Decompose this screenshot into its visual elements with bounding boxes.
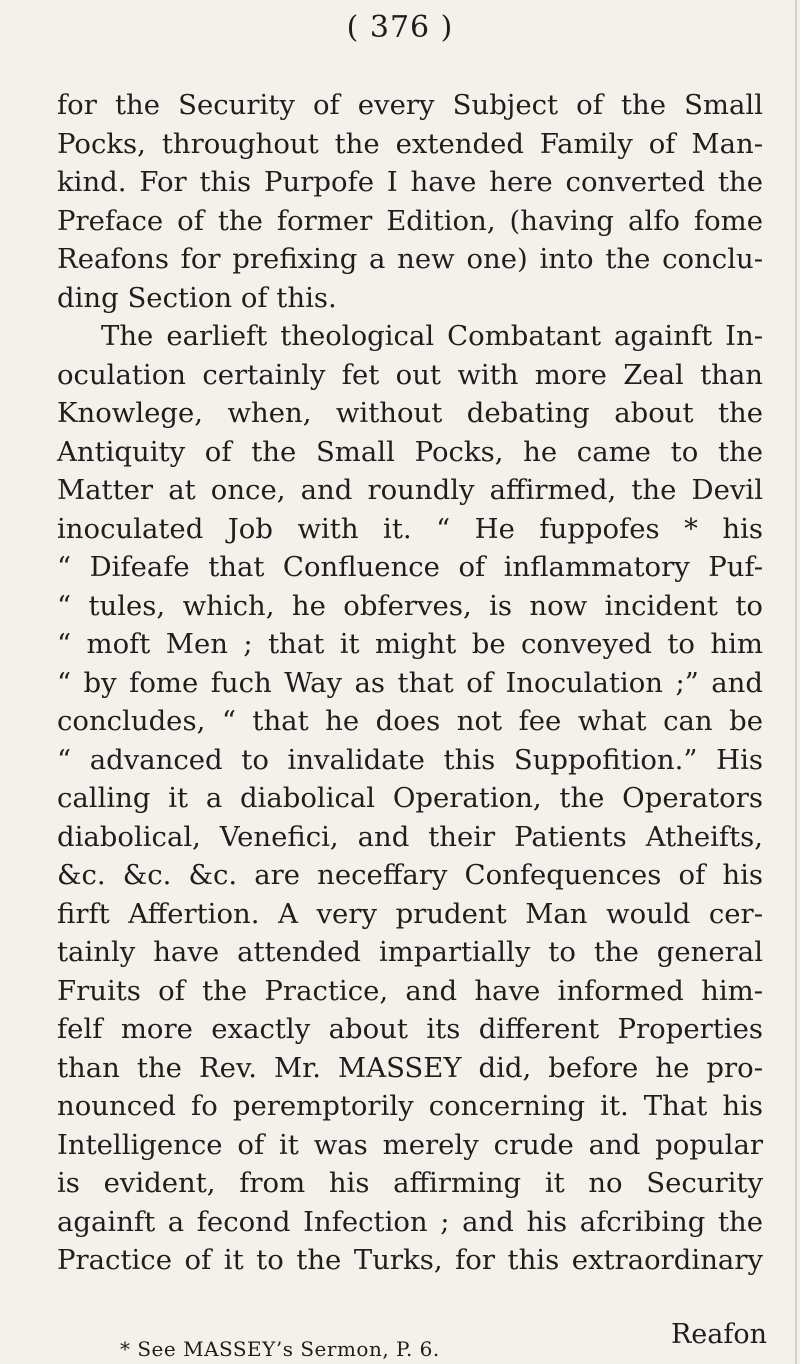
body-text bbox=[57, 86, 763, 1280]
text-line: ding Section of this. bbox=[57, 281, 337, 314]
text-line: The earlieft theological Combatant againft In- bbox=[101, 320, 763, 352]
text-line: inoculated Job with it. “ He fuppofes * his bbox=[57, 512, 763, 545]
text-line: felf more exactly about its different Properties bbox=[57, 1013, 763, 1045]
text-line: “ advanced to invalidate this Suppofition.” His bbox=[57, 743, 763, 776]
text-line: oculation certainly fet out with more Zeal than bbox=[57, 358, 763, 391]
text-line: Fruits of the Practice, and have informed him- bbox=[57, 974, 763, 1007]
page-number: ( 376 ) bbox=[346, 10, 454, 45]
text-line: firft Affertion. A very prudent Man would cer- bbox=[57, 897, 763, 930]
text-line: tainly have attended impartially to the general bbox=[57, 936, 763, 968]
footnote: * See MASSEY’s Sermon, P. 6. bbox=[120, 1337, 440, 1361]
text-line: Antiquity of the Small Pocks, he came to the bbox=[57, 435, 763, 468]
text-line: “ by fome fuch Way as that of Inoculation ;” and bbox=[57, 666, 763, 699]
text-line: Pocks, throughout the extended Family of Man- bbox=[57, 127, 763, 160]
catchword: Reafon bbox=[670, 1319, 767, 1350]
text-line: concludes, “ that he does not fee what can be bbox=[57, 705, 763, 737]
text-line: calling it a diabolical Operation, the Operators bbox=[57, 782, 763, 814]
text-line: “ Difeafe that Confluence of inflammatory Puf- bbox=[57, 551, 763, 583]
text-line: than the Rev. Mr. MASSEY did, before he pro- bbox=[57, 1051, 763, 1084]
text-line: Reafons for prefixing a new one) into the conclu- bbox=[57, 243, 763, 275]
text-line: Preface of the former Edition, (having alfo fome bbox=[57, 204, 763, 237]
text-line: Intelligence of it was merely crude and popular bbox=[57, 1128, 763, 1161]
text-line: for the Security of every Subject of the Small bbox=[57, 89, 763, 121]
text-line: againft a fecond Infection ; and his afcribing the bbox=[57, 1205, 763, 1238]
text-line: “ moft Men ; that it might be conveyed to him bbox=[57, 628, 763, 660]
text-line: &c. &c. &c. are neceffary Confequences of his bbox=[57, 859, 763, 891]
text-line: Knowlege, when, without debating about the bbox=[57, 397, 763, 429]
page-edge bbox=[795, 0, 797, 1364]
text-line: kind. For this Purpofe I have here converted the bbox=[57, 166, 763, 198]
text-line: nounced fo peremptorily concerning it. That his bbox=[57, 1090, 763, 1122]
text-line: Matter at once, and roundly affirmed, the Devil bbox=[57, 474, 763, 506]
text-line: “ tules, which, he obferves, is now incident to bbox=[57, 589, 763, 622]
text-line: Practice of it to the Turks, for this extraordinary bbox=[57, 1244, 763, 1276]
text-line: diabolical, Venefici, and their Patients Atheifts, bbox=[57, 820, 763, 853]
text-line: is evident, from his affirming it no Security bbox=[57, 1167, 763, 1199]
